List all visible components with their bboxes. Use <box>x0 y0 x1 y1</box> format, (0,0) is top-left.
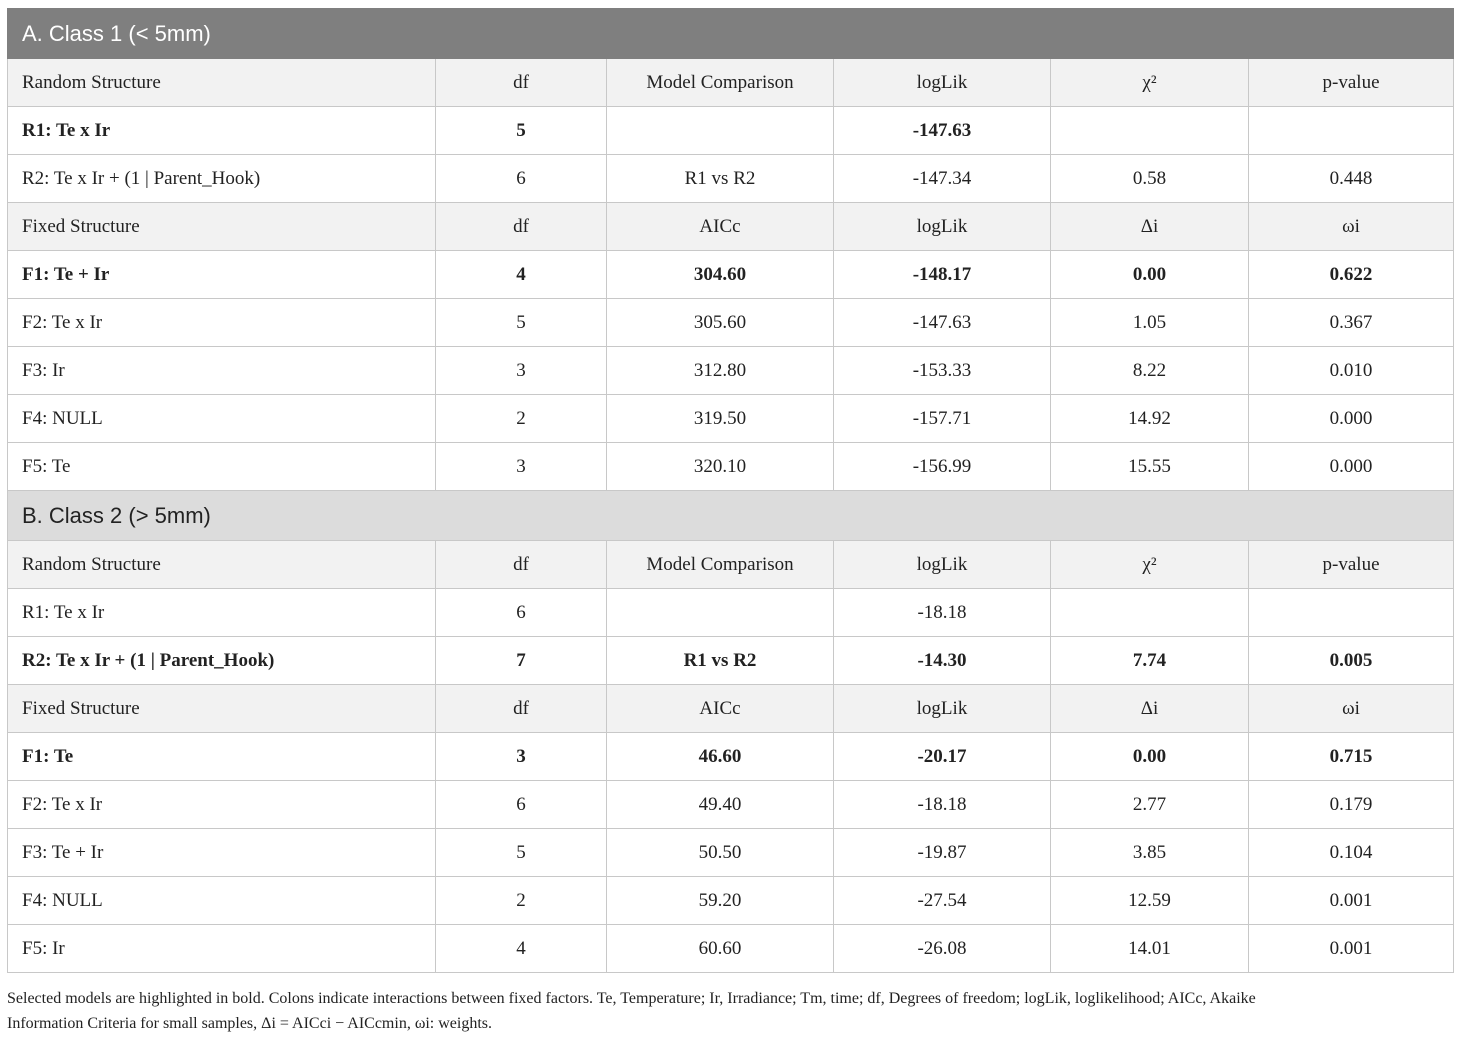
random-structure-header <box>8 59 1454 107</box>
cell-pvalue-or-weight: 0.005 <box>1249 637 1454 685</box>
column-header-chi2-or-delta: Δi <box>1051 203 1249 251</box>
column-header-pvalue-or-weight: p-value <box>1249 59 1454 107</box>
table-container <box>7 8 1453 973</box>
random-structure-header <box>8 541 1454 589</box>
column-header-loglik: logLik <box>834 203 1051 251</box>
cell-pvalue-or-weight: 0.001 <box>1249 925 1454 973</box>
column-header-loglik: logLik <box>834 685 1051 733</box>
cell-loglik: -14.30 <box>834 637 1051 685</box>
random-model-row <box>8 637 1454 685</box>
cell-comparison-or-aicc: R1 vs R2 <box>607 155 834 203</box>
cell-loglik: -27.54 <box>834 877 1051 925</box>
cell-comparison-or-aicc: 305.60 <box>607 299 834 347</box>
random-model-row <box>8 589 1454 637</box>
cell-model: F4: NULL <box>8 877 436 925</box>
cell-loglik: -147.63 <box>834 299 1051 347</box>
cell-comparison-or-aicc: R1 vs R2 <box>607 637 834 685</box>
column-header-loglik: logLik <box>834 59 1051 107</box>
footnote-line-2: Information Criteria for small samples, Δi = AICci − AICcmin, ωi: weights. <box>7 1015 493 1032</box>
cell-comparison-or-aicc <box>607 107 834 155</box>
column-header-model: Random Structure <box>8 59 436 107</box>
cell-loglik: -156.99 <box>834 443 1051 491</box>
cell-loglik: -20.17 <box>834 733 1051 781</box>
fixed-structure-header <box>8 203 1454 251</box>
cell-comparison-or-aicc: 60.60 <box>607 925 834 973</box>
column-header-model: Random Structure <box>8 541 436 589</box>
cell-model: F2: Te x Ir <box>8 781 436 829</box>
cell-df: 5 <box>436 829 607 877</box>
cell-chi2-or-delta: 0.00 <box>1051 251 1249 299</box>
column-header-loglik: logLik <box>834 541 1051 589</box>
cell-pvalue-or-weight: 0.001 <box>1249 877 1454 925</box>
fixed-model-row <box>8 733 1454 781</box>
column-header-chi2-or-delta: Δi <box>1051 685 1249 733</box>
cell-loglik: -157.71 <box>834 395 1051 443</box>
column-header-comparison-or-aicc: Model Comparison <box>607 59 834 107</box>
column-header-comparison-or-aicc: AICc <box>607 203 834 251</box>
cell-pvalue-or-weight: 0.000 <box>1249 395 1454 443</box>
cell-df: 3 <box>436 733 607 781</box>
cell-model: F2: Te x Ir <box>8 299 436 347</box>
cell-chi2-or-delta: 0.58 <box>1051 155 1249 203</box>
cell-pvalue-or-weight: 0.367 <box>1249 299 1454 347</box>
cell-df: 5 <box>436 299 607 347</box>
cell-model: F3: Ir <box>8 347 436 395</box>
cell-df: 4 <box>436 925 607 973</box>
column-header-df: df <box>436 685 607 733</box>
cell-df: 7 <box>436 637 607 685</box>
cell-chi2-or-delta: 15.55 <box>1051 443 1249 491</box>
section-title-row <box>8 491 1454 541</box>
random-model-row <box>8 155 1454 203</box>
cell-loglik: -148.17 <box>834 251 1051 299</box>
cell-df: 2 <box>436 877 607 925</box>
cell-df: 6 <box>436 781 607 829</box>
cell-comparison-or-aicc: 319.50 <box>607 395 834 443</box>
column-header-model: Fixed Structure <box>8 203 436 251</box>
cell-comparison-or-aicc: 50.50 <box>607 829 834 877</box>
cell-comparison-or-aicc <box>607 589 834 637</box>
column-header-df: df <box>436 59 607 107</box>
fixed-model-row <box>8 299 1454 347</box>
cell-comparison-or-aicc: 59.20 <box>607 877 834 925</box>
fixed-model-row <box>8 781 1454 829</box>
column-header-comparison-or-aicc: Model Comparison <box>607 541 834 589</box>
column-header-chi2-or-delta: χ² <box>1051 541 1249 589</box>
cell-comparison-or-aicc: 304.60 <box>607 251 834 299</box>
cell-model: R1: Te x Ir <box>8 107 436 155</box>
cell-model: R2: Te x Ir + (1 | Parent_Hook) <box>8 155 436 203</box>
cell-df: 3 <box>436 443 607 491</box>
table-footnote <box>7 986 1453 1036</box>
column-header-df: df <box>436 541 607 589</box>
cell-model: F5: Te <box>8 443 436 491</box>
footnote-line-1: Selected models are highlighted in bold. Colons indicate interactions between fixed factors. Te, Temperature; Ir, Irradiance; Tm, time; df, Degrees of freedom; logLik, loglikelihood; AICc, Akaike <box>7 990 1256 1007</box>
cell-pvalue-or-weight: 0.010 <box>1249 347 1454 395</box>
cell-pvalue-or-weight: 0.622 <box>1249 251 1454 299</box>
model-selection-table <box>7 8 1454 973</box>
cell-df: 6 <box>436 155 607 203</box>
cell-loglik: -19.87 <box>834 829 1051 877</box>
cell-comparison-or-aicc: 312.80 <box>607 347 834 395</box>
cell-pvalue-or-weight: 0.104 <box>1249 829 1454 877</box>
cell-model: F5: Ir <box>8 925 436 973</box>
section-title: A. Class 1 (< 5mm) <box>8 9 1454 59</box>
cell-pvalue-or-weight: 0.000 <box>1249 443 1454 491</box>
fixed-model-row <box>8 829 1454 877</box>
fixed-model-row <box>8 347 1454 395</box>
cell-df: 2 <box>436 395 607 443</box>
cell-chi2-or-delta: 3.85 <box>1051 829 1249 877</box>
random-model-row <box>8 107 1454 155</box>
column-header-pvalue-or-weight: p-value <box>1249 541 1454 589</box>
fixed-model-row <box>8 877 1454 925</box>
cell-chi2-or-delta: 1.05 <box>1051 299 1249 347</box>
cell-comparison-or-aicc: 320.10 <box>607 443 834 491</box>
section-title-row <box>8 9 1454 59</box>
cell-df: 6 <box>436 589 607 637</box>
column-header-pvalue-or-weight: ωi <box>1249 685 1454 733</box>
fixed-model-row <box>8 443 1454 491</box>
cell-loglik: -147.34 <box>834 155 1051 203</box>
column-header-model: Fixed Structure <box>8 685 436 733</box>
cell-chi2-or-delta: 12.59 <box>1051 877 1249 925</box>
cell-chi2-or-delta: 7.74 <box>1051 637 1249 685</box>
column-header-pvalue-or-weight: ωi <box>1249 203 1454 251</box>
cell-loglik: -18.18 <box>834 589 1051 637</box>
cell-model: F1: Te + Ir <box>8 251 436 299</box>
cell-pvalue-or-weight: 0.179 <box>1249 781 1454 829</box>
cell-pvalue-or-weight: 0.448 <box>1249 155 1454 203</box>
cell-chi2-or-delta: 8.22 <box>1051 347 1249 395</box>
fixed-model-row <box>8 395 1454 443</box>
cell-df: 4 <box>436 251 607 299</box>
cell-loglik: -153.33 <box>834 347 1051 395</box>
cell-model: F1: Te <box>8 733 436 781</box>
cell-chi2-or-delta: 14.92 <box>1051 395 1249 443</box>
cell-loglik: -147.63 <box>834 107 1051 155</box>
fixed-structure-header <box>8 685 1454 733</box>
section-title: B. Class 2 (> 5mm) <box>8 491 1454 541</box>
cell-comparison-or-aicc: 46.60 <box>607 733 834 781</box>
fixed-model-row <box>8 251 1454 299</box>
cell-model: F3: Te + Ir <box>8 829 436 877</box>
cell-chi2-or-delta: 0.00 <box>1051 733 1249 781</box>
cell-comparison-or-aicc: 49.40 <box>607 781 834 829</box>
cell-model: F4: NULL <box>8 395 436 443</box>
column-header-chi2-or-delta: χ² <box>1051 59 1249 107</box>
cell-loglik: -26.08 <box>834 925 1051 973</box>
cell-loglik: -18.18 <box>834 781 1051 829</box>
cell-df: 3 <box>436 347 607 395</box>
cell-chi2-or-delta <box>1051 589 1249 637</box>
cell-pvalue-or-weight <box>1249 589 1454 637</box>
cell-chi2-or-delta <box>1051 107 1249 155</box>
column-header-df: df <box>436 203 607 251</box>
cell-model: R1: Te x Ir <box>8 589 436 637</box>
fixed-model-row <box>8 925 1454 973</box>
cell-chi2-or-delta: 2.77 <box>1051 781 1249 829</box>
cell-pvalue-or-weight <box>1249 107 1454 155</box>
cell-chi2-or-delta: 14.01 <box>1051 925 1249 973</box>
cell-model: R2: Te x Ir + (1 | Parent_Hook) <box>8 637 436 685</box>
column-header-comparison-or-aicc: AICc <box>607 685 834 733</box>
cell-pvalue-or-weight: 0.715 <box>1249 733 1454 781</box>
cell-df: 5 <box>436 107 607 155</box>
